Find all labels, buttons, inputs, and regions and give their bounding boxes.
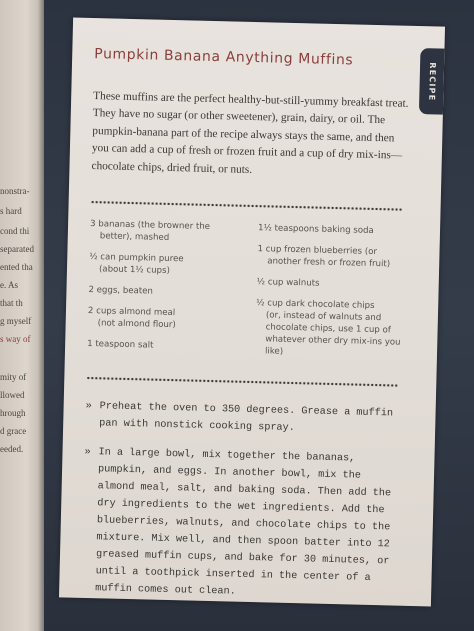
recipe-page	[59, 18, 445, 607]
facing-page-text: separated	[0, 244, 34, 254]
facing-page-text: hrough	[0, 408, 26, 418]
step-text: In a large bowl, mix together the bananas, pumpkin, and eggs. In another bowl, mix the almond meal, salt, and baking soda. Then add the dry ingredients to the wet ingredients. Add the blueberries, walnuts, and chocolate chips to the mixture. Mix well, and then spoon batter into 12 greased muffin cups, and bake for 30 minutes, or until a toothpick inserted in the center of a muffin comes out clean.	[95, 447, 392, 598]
ingredients-list	[87, 218, 410, 370]
ingredient-item: 1½ teaspoons baking soda	[257, 223, 374, 236]
recipe-steps	[81, 398, 402, 606]
dotted-divider	[91, 200, 403, 212]
facing-page-text: s hard	[0, 206, 22, 216]
ingredients-column-left	[87, 218, 242, 366]
facing-page-text: e. As	[0, 280, 18, 290]
facing-page-text: g myself	[0, 316, 32, 326]
step-text: Preheat the oven to 350 degrees. Grease a muffin pan with nonstick cooking spray.	[99, 401, 394, 435]
recipe-tab-label: RECIPE	[426, 61, 437, 101]
facing-page-text: that th	[0, 298, 23, 308]
facing-page-text: s way of	[0, 334, 31, 344]
ingredient-item: 1 cup frozen blueberries (or another fresh or frozen fruit)	[257, 244, 391, 270]
facing-page-text: mity of	[0, 372, 27, 382]
ingredient-item: ½ cup dark chocolate chips (or, instead of walnuts and chocolate chips, use 1 cup of whatever other dry mix-ins you like)	[256, 298, 401, 357]
facing-page-text: llowed	[0, 390, 25, 400]
recipe-tab	[419, 48, 445, 115]
recipe-title: Pumpkin Banana Anything Muffins	[94, 46, 354, 69]
recipe-step	[85, 398, 402, 440]
dotted-divider	[86, 376, 398, 388]
ingredient-item: 1 teaspoon salt	[87, 338, 154, 351]
step-bullet-icon: »	[85, 400, 92, 413]
ingredient-item: 2 eggs, beaten	[88, 285, 154, 297]
ingredient-item: 3 bananas (the browner the better), mashed	[89, 219, 211, 243]
facing-page-text: cond thi	[0, 226, 30, 236]
step-bullet-icon: »	[84, 446, 91, 459]
ingredients-column-right	[255, 222, 410, 370]
facing-page-text: d grace	[0, 426, 27, 436]
ingredient-item: ½ can pumpkin puree (about 1½ cups)	[89, 252, 184, 276]
facing-page-text: eeded.	[0, 444, 24, 454]
ingredient-item: 2 cups almond meal (not almond flour)	[87, 305, 176, 331]
ingredient-item: ½ cup walnuts	[256, 277, 320, 289]
recipe-intro: These muffins are the perfect healthy-but-still-yummy breakfast treat. They have no sugar (or other sweetener), grain, dairy, or oil. The pumpkin-banana part of the recipe always stays the same, and then you can add a cup of fresh or frozen fruit and a cup of dry mix-ins—chocolate chips, dried fruit, or nuts.	[91, 90, 409, 176]
facing-page-text: nonstra-	[0, 186, 30, 196]
facing-page-text: ented tha	[0, 262, 33, 272]
recipe-step	[81, 444, 401, 605]
